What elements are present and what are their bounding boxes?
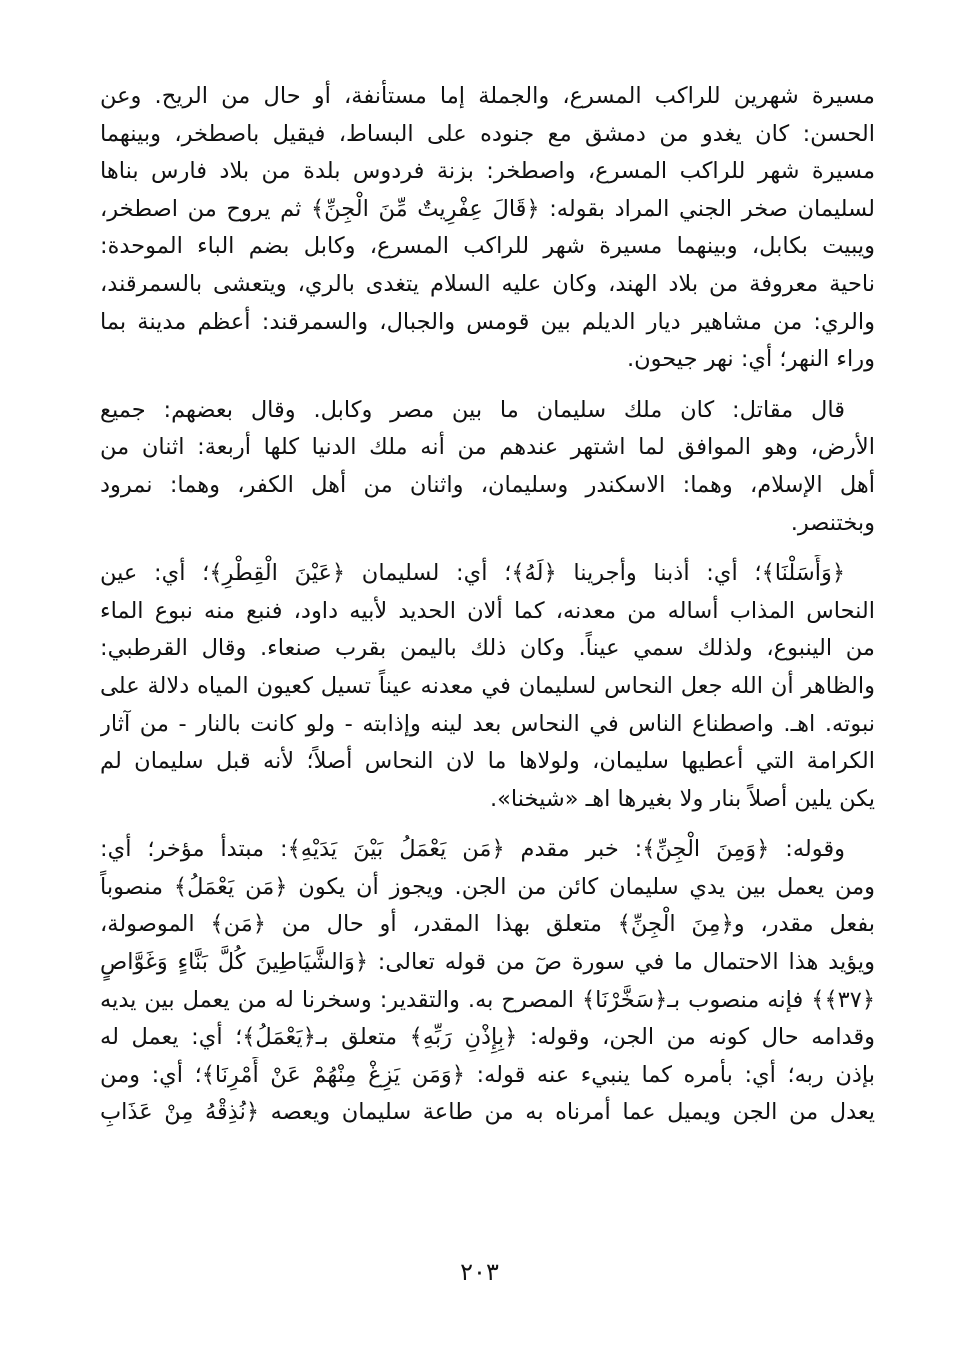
text-line: مسيرة شهر للراكب المسرع، واصطخر: بزنة فردوس بلدة من بلاد فارس بناها xyxy=(100,158,875,185)
paragraph-gap xyxy=(100,542,875,555)
text-line: قال مقاتل: كان ملك سليمان ما بين مصر وكابل. وقال بعضهم: جميع xyxy=(100,396,845,423)
text-line: نبوته. اهـ. واصطناع الناس في النحاس بعد لينه وإذابته - ولو كانت بالنار - من آثار xyxy=(100,710,875,737)
text-line: يعدل من الجن ويميل عما أمرناه به من طاعة سليمان ويعصه ﴿نُذِقْهُ مِنْ عَذَابِ xyxy=(100,1099,875,1126)
text-line: الحسن: كان يغدو من دمشق مع جنوده على البساط، فيقيل باصطخر، وبينهما xyxy=(100,120,875,147)
text-line: الأرض، وهو الموافق لما اشتهر عندهم من أنه ملك الدنيا كلها أربعة: اثنان من xyxy=(100,434,875,461)
page-number: ٢٠٣ xyxy=(460,1258,499,1286)
text-line: وقوله: ﴿وَمِنَ الْجِنِّ﴾: خبر مقدم ﴿مَن يَعْمَلُ بَيْنَ يَدَيْهِ﴾: مبتدأ مؤخر؛ أي: xyxy=(100,836,845,863)
paragraph-3 xyxy=(100,555,875,818)
text-line: ويبيت بكابل، وبينهما مسيرة شهر للراكب المسرع، وكابل بضم الباء الموحدة: xyxy=(100,233,875,260)
text-line: ﴿٣٧﴾﴾ فإنه منصوب بـ﴿سَخَّرْنَا﴾ المصرح به. والتقدير: وسخرنا له من يعمل بين يديه xyxy=(100,986,875,1013)
text-line: مسيرة شهرين للراكب المسرع، والجملة إما مستأنفة، أو حال من الريح. وعن xyxy=(100,83,875,109)
text-line: ويؤيد هذا الاحتمال ما في سورة صٓ من قوله تعالى: ﴿وَالشَّيَاطِينَ كُلَّ بَنَّاءٍ وَغَوَّاصٍ xyxy=(100,949,875,976)
text-line: وبختنصر. xyxy=(790,509,875,536)
paragraph-gap xyxy=(100,818,875,831)
text-line: النحاس المذاب أساله من معدنه، كما ألان الحديد لأبيه داود، فنبع منه نبوع الماء xyxy=(100,597,875,624)
text-line: من الينبوع، ولذلك سمي عيناً. وكان ذلك باليمن بقرب صنعاء. وقال القرطبي: xyxy=(100,635,875,662)
text-line: وراء النهر؛ أي: نهر جيحون. xyxy=(626,346,875,373)
text-line: بفعل مقدر، و﴿مِنَ الْجِنِّ﴾ متعلق بهذا المقدر، أو حال من ﴿مَن﴾ الموصولة، xyxy=(100,911,875,938)
text-line: بإذن ربه؛ أي: بأمره كما ينبيء عنه قوله: ﴿وَمَن يَزِغْ مِنْهُمْ عَنْ أَمْرِنَا﴾؛ أي: ومن xyxy=(100,1061,875,1088)
paragraph-4 xyxy=(100,831,875,1132)
text-line: ناحية معروفة من بلاد الهند، وكان عليه السلام يتغدى بالري، ويتعشى بالسمرقند، xyxy=(100,270,875,297)
text-line: وقدامه حال كونه من الجن، وقوله: ﴿بِإِذْنِ رَبِّهِ﴾ متعلق بـ﴿يَعْمَلُ﴾؛ أي: يعمل له xyxy=(100,1024,875,1051)
paragraph-1 xyxy=(100,78,875,379)
text-line: لسليمان صخر الجني المراد بقوله: ﴿قَالَ عِفْرِيتٌ مِّنَ الْجِنِّ﴾ ثم يروح من اصطخر، xyxy=(100,195,875,222)
text-line: يكن يلين أصلاً بنار ولا بغيرها اهـ «شيخنا». xyxy=(489,785,875,812)
paragraph-2 xyxy=(100,392,875,542)
page-body xyxy=(100,78,875,1132)
text-line: والظاهر أن الله جعل النحاس لسليمان في معدنه عيناً تسيل كعيون المياه دلالة على xyxy=(100,672,875,699)
text-line: الكرامة التي أعطيها سليمان، ولولاها ما لان النحاس أصلاً؛ لأنه قبل سليمان لم xyxy=(100,748,875,775)
text-line: ومن يعمل بين يدي سليمان كائن من الجن. ويجوز أن يكون ﴿مَن يَعْمَلُ﴾ منصوباً xyxy=(100,873,875,900)
text-line: أهل الإسلام، وهما: الاسكندر وسليمان، واثنان من أهل الكفر، وهما: نمرود xyxy=(100,471,875,498)
paragraph-gap xyxy=(100,379,875,392)
text-line: ﴿وَأَسَلْنَا﴾؛ أي: أذبنا وأجرينا ﴿لَهُ﴾؛ أي: لسليمان ﴿عَيْنَ الْقِطْرِ﴾؛ أي: عين xyxy=(100,560,845,587)
text-line: والري: من مشاهير ديار الديلم بين قومس والجبال، والسمرقند: أعظم مدينة بما xyxy=(100,308,875,335)
